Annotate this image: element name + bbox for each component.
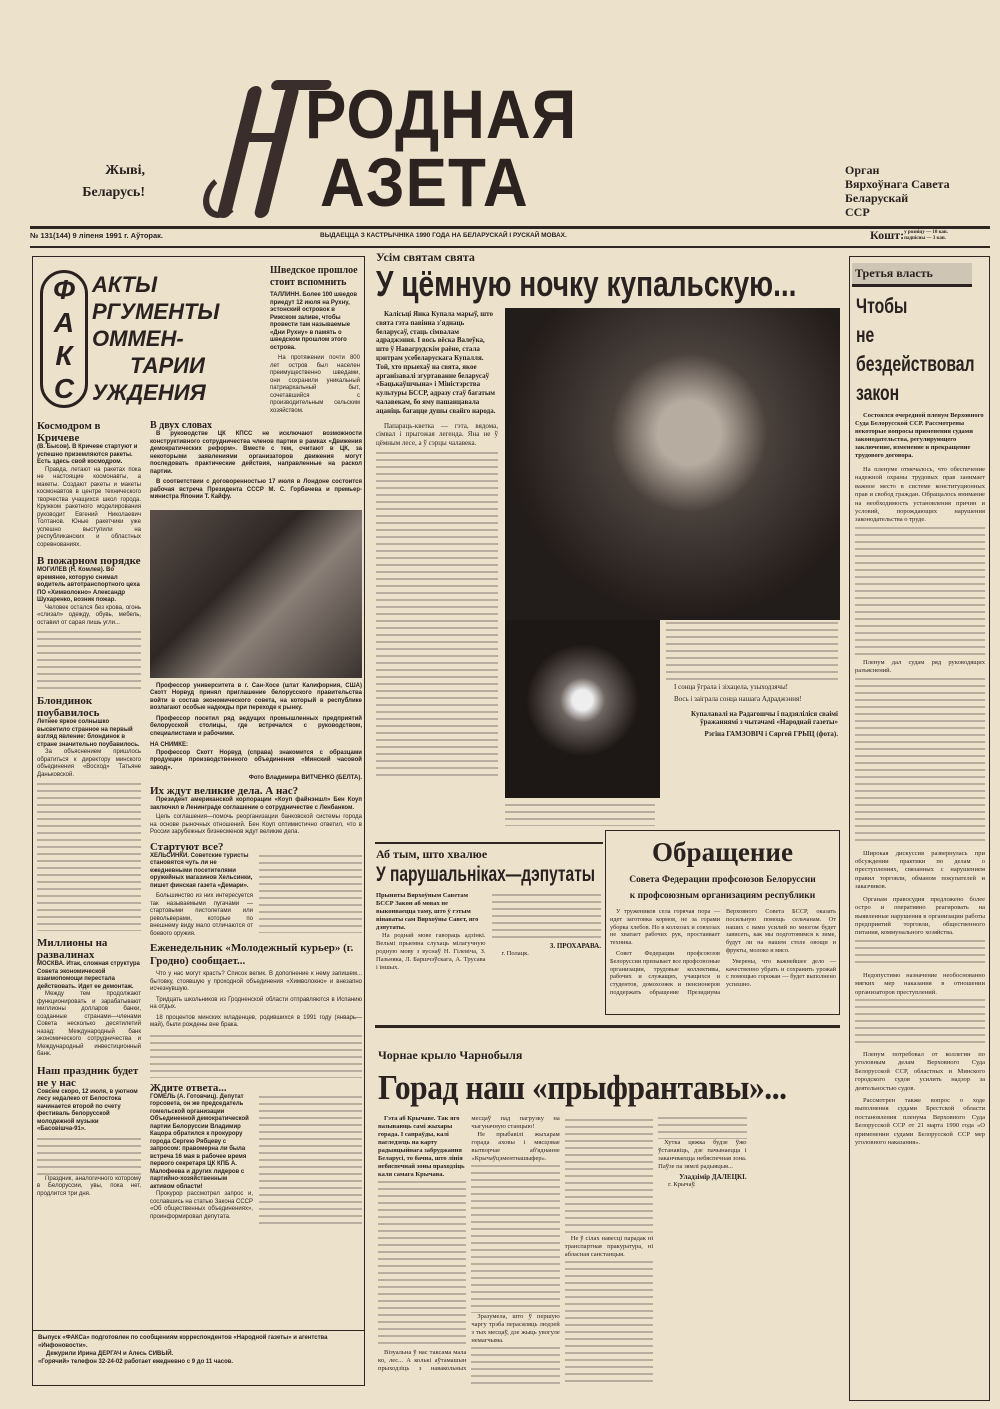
organ-label: Орган Вярхоўнага Савета Беларускай ССР xyxy=(845,163,950,219)
appeal-subtitle: Совета Федерации профсоюзов Белоруссии к профсоюзным организациям республики xyxy=(629,875,816,901)
faks-footer: Выпуск «ФАКСа» подготовлен по сообщениям корреспондентов «Народной газеты» и агентства «Инфоновости». Дежурили Ирина ДЕРГАЧ и Алесь СИВЫЙ. «Горячий» телефон 32-24-02 работает ежедневно с 9 до 11 часов. xyxy=(38,1335,328,1365)
appeal-title: Обращение xyxy=(652,837,793,867)
article-sweden: Шведское прошлое стоит вспомнить ТАЛЛИНН. Более 100 шведов приедут 12 июля на Рухну, эстонский островок в Рижском заливе, чтобы провести там называемые «Дни Рухну» в память о шведском прошлом этого острова. На протяжении почти 800 лет остров был населен преимущественно шведами, они сохранили уникальный патриархальный быт, сочетавшийся с производительным сельским хозяйством. xyxy=(270,265,360,414)
photo-bonfire xyxy=(505,620,660,798)
article-two-words: В двух словах В руководстве ЦК КПСС не исключают возможности конструктивного сотрудничества членов партии в рамках «Движения демократических реформ». Вместе с тем, считают в ЦК, за некоторыми заявлениями организаторов движения могут последовать практические действия, направленные на раскол партии. В соответствии с договоренностью 17 июля в Лондоне состоится рабочая встреча Президента СССР М. С. Горбачева и премьер-министра Японии Т. Кайфу. xyxy=(150,420,362,500)
chernobyl-headline: Горад наш «прыфрантавы»... xyxy=(378,1068,787,1107)
issue-info: № 131(144) 9 ліпеня 1991 г. Аўторак. xyxy=(30,231,163,240)
article-kosmodrom: Космодром в Кричеве (В. Бысов). В Кричеве стартуют и успешно приземляются ракеты. Есть здесь свой космодром. Правда, летают на ракетах пока не настоящие космонавты, а макеты. Создают ракеты и макеты космонавтов в центре технического творчества учащихся школ города. Кружком ракетного моделирования руководит Евгений Николаевич Толтанов. Юные ракетчики уже успешно выступили на республиканских и областных соревнованиях. xyxy=(37,420,141,548)
article-millions: Миллионы на развалинах МОСКВА. Итак, сложная структура Совета экономической взаимопомощи перестала действовать. Идет ее демонтаж. Между тем продолжают функционировать и зарабатывают миллионы долларов банки, созданные странами—членами Совета несколько десятилетий назад: Международный банк экономического сотрудничества и Международный инвестиционный банк. xyxy=(37,937,141,1057)
publication-info: ВЫДАЕЦЦА З КАСТРЫЧНІКА 1990 ГОДА НА БЕЛАРУСКАЙ І РУСКАЙ МОВАХ. xyxy=(320,232,567,239)
chernobyl-text: Гэта аб Крычаве. Так яго называюць самі жыхары горада. І сапраўды, калі пагледзець на карту радыяцыйнага забруджання Беларусі, то бачна, што лінія небяспечнай зоны праходзіць каля самага Крычава. Візуальна ў нас таксама мала ко, лес... А колькі аўтамашын прыходзіць з навакольных месцаў пад пагрузку на чыгуначную станцыю! Не прыбавілі жыхарам горада аховы і мясцовае вытворчае аб'яднанне «Крычаўцэментнашыфер». Зразумела, што ў першую чаргу трэба перасяляць людзей з тых месцаў, дзе жыць увогуле немагчыма. Не ў сілах навесці парадак ні транспартная пракуратура, ні абласная санстанцыя. Хутка цяжка будзе ўжо ўстанавіць, дзе пачынаецца і заканчваецца небяспечная зона. Паўзе па зямлі радыяцыя... Уладзімір ДАЛЕЦКІ. г. Крычаў. xyxy=(378,1115,840,1385)
third-text: Состоялся очередной пленум Верховного Суда Белорусской ССР. Рассмотрены некоторые вопросы применения судами законодательства, регулирующего заключение, изменение и прекращение трудового договора. На пленуме отмечалось, что обеспечение надежной охраны трудовых прав занимает важное место в системе конституционных прав и свобод граждан. Обращалось внимание на необходимость установления причин и условий, порождающих нарушения законодательства о труде. Пленум дал судам ряд руководящих разъяснений. Широкая дискуссия развернулась при обсуждении практики по делам о преступлениях, связанных с нарушением правил торговли, обманом покупателей и заказчиков. Органам правосудия предложено более остро и оперативно реагировать на выявленные нарушения в организации работы предприятий торговли, общественного питания, коммунального хозяйства. Недопустимо назначение необоснованно мягких мер наказания в отношении организаторов преступлений. Пленум потребовал от коллегии по уголовным делам Верховного Суда Белорусской ССР, областных и Минского городского судов усилить надзор за деятельностью судов. Рассмотрен также вопрос о ходе выполнения судами Брестской области постановления пленума Верховного Суда Белорусской ССР от 21 марта 1990 года «О применении судами Белорусской ССР мер уголовного наказания». xyxy=(855,412,985,1146)
kupala-kicker: Усім святам свята xyxy=(376,250,475,264)
third-kicker: Третья власть xyxy=(852,263,972,287)
price: Кошт:у розніцу — 10 кап. падпісны — 3 кап. xyxy=(870,228,948,242)
appeal-text: У тружеников села горячая пора — идет заготовка кормов, не за горами уборка хлебов. Но в колхозах и совхозах не хватает рабочих рук, простаивает техника. Совет Федерации профсоюзов Белоруссии призывает все профсоюзные организации, трудовые коллективы, рабочих и служащих, учащихся и студентов, домохозяек и пенсионеров поддержать обращение Президиума Верховного Совета БССР, оказать посильную помощь сельчанам. От наших с вами усилий во многом будет зависеть, как мы подготовимся к зиме, будут ли на нашем столе овощи и фрукты, молоко и мясо. Уверены, что важнейшее дело — качественно убрать и сохранить урожай с помощью горожан — будет выполнено успешно. xyxy=(610,908,836,996)
deputies-text: Прыняты Вярхоўным Саветам БССР Закон аб мовах не выконваецца таму, што ў гэтым вінаваты сам Вярхоўны Савет, яго дэпутаты. На роднай мове гавораць адзінкі. Вельмі прыемна слухаць мілагучную родную мову з вуснаў Н. Гілевіча, З. Пазьняка, Л. Баршчэўскага, А. Трусава і іншых. З. ПРОХАРАВА. г. Полацк. xyxy=(376,892,601,971)
article-start: Стартуют все? ХЕЛЬСИНКИ. Советские туристы становятся чуть ли не ежедневными посетителями оружейных магазинов Хельсинки, пишет финская газета «Демари». Большинство из них интересуется так называемыми пугачами — стартовыми пистолетами или револьверами, которые по внешнему виду мало отличаются от боевого оружия. xyxy=(150,841,362,939)
article-festival: Наш праздник будет не у нас Совсем скоро, 12 июля, в уютном лесу недалеко от Белостока начинается второй по счету фестиваль белорусской молодежной музыки «Басовішча-91». Праздник, аналогичного которому в Белоруссии, увы, пока нет, продлится три дня. xyxy=(37,1064,141,1197)
faks-right-column: В двух словах В руководстве ЦК КПСС не исключают возможности конструктивного сотрудничества членов партии в рамках «Движения демократических реформ». Вместе с тем, считают в ЦК, за некоторыми заявлениями организаторов движения могут последовать практические действия, направленные на раскол партии. В соответствии с договоренностью 17 июля в Лондоне состоится рабочая встреча Президента СССР М. С. Горбачева и премьер-министра Японии Т. Кайфу. Профессор университета в г. Сан-Хосе (штат Калифорния, США) Скотт Норвуд принял приглашение белорусского правительства войти в состав экономического совета, на который в республике возлагают особые надежды при переходе к рынку. Профессор посетил ряд ведущих промышленных предприятий белорусской столицы, где встречался с руководством, специалистами и рабочими. НА СНИМКЕ: Профессор Скотт Норвуд (справа) знакомится с образцами продукции производственного объединения «Минский часовой завод». Фото Владимира ВИТЧЕНКО (БЕЛТА). Их ждут великие дела. А нас? Президент американской корпорации «Коуп файнэншл» Бен Коуп заключил в Ленинграде соглашение о сотрудничестве с Ленбанком. Цель соглашения—помочь реорганизации банковской системы города на основе рыночных отношений. Бен Коуп оптимистично ответил, что в России зарубежных бизнесменов ждут великие дела. Стартуют все? ХЕЛЬСИНКИ. Советские туристы становятся чуть ли не ежедневными посетителями оружейных магазинов Хельсинки, пишет финская газета «Демари». Большинство из них интересуется так называемыми пугачами — стартовыми пистолетами или револьверами, которые по внешнему виду мало отличаются от боевого оружия. Еженедельник «Молодежный курьер» (г. Гродно) сообщает... Что у нас могут красть? Список велик. В дополнение к нему запишем... бытовку, стоявшую у проходной объединения «Химволокно» и внезапно исчезнувшую. Тридцать школьников из Гродненской области отправляются в Испанию на отдых. 18 процентов минских младенцев, родившихся в 1991 году (январь—май), были рождены вне брака. Ждите ответа... ГОМЕЛЬ (А. Готовчиц). Депутат горсовета, он же председатель гомельской организации Объединенной демократической партии Белоруссии Владимир Кацора обратился к прокурору города Сергею Рябцеву с запросом: правомерна ли была встреча 16 мая в рабочее время первого секретаря ЦК КПБ А. Малофеева и других лидеров с партийно-хозяйственным активом области! Прокурор рассмотрел запрос и, сославшись на статью Закона СССР «Об общественных объединениях», проинформировал депутата. xyxy=(150,420,362,1224)
newspaper-logo xyxy=(205,78,655,223)
article-weekly: Еженедельник «Молодежный курьер» (г. Гродно) сообщает... Что у нас могут красть? Список велик. В дополнение к нему запишем... бытовку, стоявшую у проходной объединения «Химволокно» и внезапно исчезнувшую. Тридцать школьников из Гродненской области отправляются в Испанию на отдых. 18 процентов минских младенцев, родившихся в 1991 году (январь—май), были рождены вне брака. xyxy=(150,942,362,1078)
kupala-headline-wrap xyxy=(376,264,838,304)
article-blondes: Блондинок поубавилось Летнее яркое солнышко высветило странное на первый взгляд явление: блондинок в стране значительно поубавилось. За объяснением пришлось обратиться к директору минского объединения «Восход» Татьяне Даньковской. xyxy=(37,695,141,931)
article-wait: Ждите ответа... ГОМЕЛЬ (А. Готовчиц). Депутат горсовета, он же председатель гомельской организации Объединенной демократической партии Белоруссии Владимир Кацора обратился к прокурору города Сергею Рябцеву с запросом: правомерна ли была встреча 16 мая в рабочее время первого секретаря ЦК КПБ А. Малофеева и других лидеров с партийно-хозяйственным активом области! Прокурор рассмотрел запрос и, сославшись на статью Закона СССР «Об общественных объединениях», проинформировал депутата. xyxy=(150,1082,362,1224)
logo-line1: РОДНАЯ xyxy=(305,77,578,154)
kupala-text: Калісьці Янка Купала марыў, што свята гэта павінна з'яднаць беларусаў, стаць сімвалам адраджэння. І вось вёска Валеўка, што ў Навагрудскім раёне, стала цэнтрам усебеларускага Купалля. Той, хто прыехаў на свята, якое арганізавалі згуртаванне беларусаў «Бацькаўшчына» і Міністэрства культуры БССР, адразу стаў багатым чалавекам, бо яму пашанцавала ацаніць багацце душы свайго народа. Папараць-кветка — гэта, вядома, сімвал і прыгожая легенда. Яна не ў цёмным лесе, а ў сэрцы чалавека. xyxy=(376,310,498,780)
deputies-headline: У парушальніках—дэпутаты xyxy=(376,863,596,886)
faks-logo: Ф А К С АКТЫ РГУМЕНТЫ ОММЕН- ТАРИИ УЖДЕНИЯ xyxy=(40,270,265,410)
third-headline: Чтобы не бездействовал закон xyxy=(856,295,975,405)
chernobyl-headline-wrap xyxy=(378,1068,840,1108)
kupala-text-right: І сонца ўграла і зіхацела, узыходзячы! Вось і заіграла сонца нашага Адраджэння! Купалавалі на Радагошчы і падзяліліся сваімі ўражаннямі з чытачамі «Народнай газеты» Рэгіна ГАМЗОВІЧ і Сяргей ГРЫЦ (фота). xyxy=(666,620,838,739)
deputies-headline-wrap xyxy=(376,863,601,887)
article-fire: В пожарном порядке МОГИЛЕВ (Н. Комлев). Во времянке, которую снимал водитель автотранспортного цеха ПО «Химволокно» Александр Шухаренко, возник пожар. Человек остался без крова, огонь «слизал» одежду, обувь, мебель, оставил от сарая лишь угли... xyxy=(37,555,141,689)
article-great-deeds: Их ждут великие дела. А нас? Президент американской корпорации «Коуп файнэншл» Бен Коуп заключил в Ленинграде соглашение о сотрудничестве с Ленбанком. Цель соглашения—помочь реорганизации банковской системы города на основе рыночных отношений. Бен Коуп оптимистично ответил, что в России зарубежных бизнесменов ждут великие дела. xyxy=(150,785,362,835)
chernobyl-kicker: Чорнае крыло Чарнобыля xyxy=(378,1048,523,1062)
slogan: Жыві, Беларусь! xyxy=(82,163,145,200)
faks-left-column xyxy=(37,420,141,1198)
photo-professor xyxy=(150,510,362,678)
kupala-headline: У цёмную ночку купальскую... xyxy=(376,263,797,304)
logo-line2: АЗЕТА xyxy=(320,145,529,222)
photo-kupala-girl xyxy=(505,308,840,620)
deputies-kicker: Аб тым, што хвалюе xyxy=(376,847,488,861)
